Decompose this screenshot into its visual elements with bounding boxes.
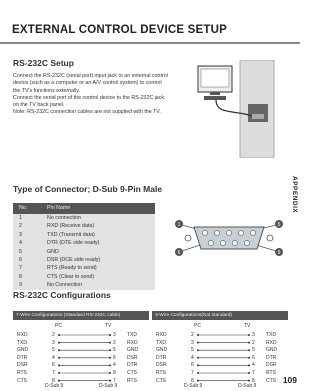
tv-pin: 5 [113, 347, 116, 354]
pc-pin: 5 [52, 347, 55, 354]
tv-pin: 3 [252, 332, 255, 338]
wire-end [248, 334, 250, 336]
connection-diagram [196, 60, 282, 158]
tv-port [252, 114, 264, 119]
pin-col-no: No. [19, 205, 28, 211]
pc-pin: 7 [191, 370, 194, 376]
pin-name: RXD (Receive data) [47, 223, 95, 230]
pin-number: 3 [19, 231, 22, 238]
wire-end [248, 364, 250, 366]
config-heading: RS-232C Configurations [13, 290, 111, 300]
left-signal: CTS [156, 377, 166, 384]
setup-paragraph-3: Note: RS-232C connection cables are not supplied with the TV. [13, 109, 161, 116]
wire-end [197, 342, 199, 344]
wire-end [197, 334, 199, 336]
pin-table-row [13, 231, 155, 239]
pin-name: No connection [47, 215, 81, 221]
pc-pin: 3 [191, 339, 194, 346]
connector-pin [232, 240, 237, 245]
tv-pin: 6 [252, 354, 255, 361]
right-signal: CTS [127, 370, 137, 376]
pin5-callout-label: 5 [277, 221, 281, 228]
pc-pin: 7 [52, 370, 55, 376]
pc-pin: 8 [52, 377, 55, 384]
tv-pin: 7 [252, 370, 255, 376]
left-signal: GND [17, 347, 29, 354]
wire-end [248, 342, 250, 344]
three-wire-title: 3-Wire Configurations(Not standard) [152, 311, 288, 320]
pin-name: No Connection [47, 282, 83, 289]
pin-col-name: Pin Name [47, 205, 71, 211]
left-signal: RXD [156, 332, 167, 338]
right-signal: RTS [266, 370, 276, 376]
right-signal: RTS [127, 377, 137, 384]
connector-pin [214, 230, 219, 235]
tv-pin: 3 [113, 332, 116, 338]
wire-end [197, 380, 199, 382]
wire-end [109, 372, 111, 374]
tv-pin: 8 [252, 377, 255, 384]
right-signal: DSR [266, 362, 277, 369]
pc-pin: 8 [191, 377, 194, 384]
right-signal: TXD [127, 332, 137, 338]
pin-table-row [13, 264, 155, 272]
right-signal: DSR [127, 354, 138, 361]
pin-table-header [13, 203, 155, 214]
wire-end [109, 334, 111, 336]
right-dsub-label: D-Sub 9 [238, 383, 257, 389]
pin-number: 9 [19, 282, 22, 289]
tv-pin: 7 [113, 377, 116, 384]
left-signal: DTR [156, 354, 167, 361]
wire-end [109, 357, 111, 359]
tv-pin: 4 [252, 362, 255, 369]
pin-name: CTS (Clear to send) [47, 273, 95, 280]
wire-end [58, 349, 60, 351]
connector-pin [208, 240, 213, 245]
pc-pin: 2 [191, 332, 194, 338]
tv-label: TV [244, 323, 251, 329]
right-signal: DTR [266, 354, 277, 361]
left-signal: RTS [156, 370, 166, 376]
pin-number: 8 [19, 273, 22, 280]
left-dsub-label: D-Sub 9 [184, 383, 203, 389]
title-divider [0, 42, 300, 44]
pin-number: 7 [19, 265, 22, 272]
pin-table [13, 203, 155, 290]
wire-end [58, 357, 60, 359]
pin-table-body [13, 214, 155, 290]
pc-pin: 3 [52, 339, 55, 346]
left-signal: DSR [17, 362, 28, 369]
tv-pin: 6 [113, 354, 116, 361]
pc-label: PC [194, 323, 201, 329]
right-signal: GND [266, 347, 278, 354]
dsub-connector [172, 213, 287, 263]
left-signal: DSR [156, 362, 167, 369]
pc-pin: 6 [191, 362, 194, 369]
seven-wire-title: 7-Wire Configurations (Standard RS-232C cable) [13, 311, 149, 320]
pin9-leader [256, 245, 276, 251]
wire-end [58, 342, 60, 344]
pin-name: DSR (DCE side ready) [47, 256, 101, 263]
pin-table-row [13, 214, 155, 222]
wire-end [58, 334, 60, 336]
left-signal: DTR [17, 354, 28, 361]
tv-pin: 5 [252, 347, 255, 354]
connector-pin [226, 230, 231, 235]
wire-end [197, 364, 199, 366]
pin-table-row [13, 248, 155, 256]
left-signal: GND [156, 347, 168, 354]
pin9-callout-label: 9 [277, 249, 281, 256]
pin-number: 5 [19, 248, 22, 255]
pin6-leader [182, 245, 200, 251]
left-signal: CTS [17, 377, 27, 384]
pin-table-row [13, 273, 155, 281]
tv-pin: 2 [252, 339, 255, 346]
pc-pin: 6 [52, 362, 55, 369]
tv-pin: 8 [113, 370, 116, 376]
left-screw [185, 235, 191, 241]
pin-number: 6 [19, 256, 22, 263]
wire-end [58, 372, 60, 374]
appendix-side-tab [287, 45, 300, 391]
appendix-label: APPENDIX [291, 176, 298, 214]
wire-end [248, 349, 250, 351]
pin-number: 1 [19, 215, 22, 221]
setup-paragraph-1: Connect the RS-232C (serial port) input jack to an external control device (such as a computer or an A/V control system) to control the TV's functions externally. [13, 73, 168, 94]
right-signal: GND [127, 347, 139, 354]
left-signal: RTS [17, 370, 27, 376]
connector-pin [220, 240, 225, 245]
left-signal: RXD [17, 332, 28, 338]
pc-pin: 4 [191, 354, 194, 361]
setup-body [13, 73, 168, 117]
connector-pin [250, 230, 255, 235]
wire-end [109, 342, 111, 344]
wire-end [197, 372, 199, 374]
right-signal: RXD [127, 339, 138, 346]
connector-pin [244, 240, 249, 245]
pin-name: TXD (Transmit data) [47, 231, 95, 238]
page-title: EXTERNAL CONTROL DEVICE SETUP [12, 24, 227, 36]
wire-end [248, 357, 250, 359]
pc-pin: 2 [52, 332, 55, 338]
setup-paragraph-2: Connect the serial port of the control device to the RS-232C jack on the TV back panel. [13, 94, 165, 109]
wire-end [58, 380, 60, 382]
tv-label: TV [105, 323, 112, 329]
wire-end [109, 364, 111, 366]
left-dsub-label: D-Sub 9 [45, 383, 64, 389]
wire-end [197, 357, 199, 359]
right-signal: RXD [266, 339, 277, 346]
connector-pin [238, 230, 243, 235]
pin-table-row [13, 222, 155, 230]
pin-number: 2 [19, 223, 22, 230]
tv-pin: 2 [113, 339, 116, 346]
pc-label: PC [55, 323, 62, 329]
page-number: 109 [282, 375, 297, 385]
connector-pin [202, 230, 207, 235]
pc-pin: 5 [191, 347, 194, 354]
right-signal: CTS [266, 377, 276, 384]
setup-heading: RS-232C Setup [13, 58, 74, 68]
pc-pin: 4 [52, 354, 55, 361]
right-signal: TXD [266, 332, 276, 338]
pin-name: RTS (Ready to send) [47, 265, 97, 272]
connector-heading: Type of Connector; D-Sub 9-Pin Male [13, 184, 163, 194]
left-signal: TXD [17, 339, 27, 346]
right-screw [267, 235, 273, 241]
wire-end [109, 349, 111, 351]
pc-screen [201, 69, 229, 87]
pin-table-row [13, 281, 155, 289]
pin-table-row [13, 256, 155, 264]
pin-name: GND [47, 248, 59, 255]
pin6-callout-label: 6 [177, 249, 181, 256]
pin-table-row [13, 239, 155, 247]
pin-number: 4 [19, 240, 22, 247]
wire-end [248, 380, 250, 382]
pc-stand [210, 92, 220, 95]
wire-end [109, 380, 111, 382]
left-signal: TXD [156, 339, 166, 346]
right-dsub-label: D-Sub 9 [99, 383, 118, 389]
pin-name: DTR (DTE side ready) [47, 240, 100, 247]
wire-end [248, 372, 250, 374]
tv-pin: 4 [113, 362, 116, 369]
pc-keyboard [204, 96, 226, 100]
wire-end [58, 364, 60, 366]
right-signal: DTR [127, 362, 138, 369]
wire-end [197, 349, 199, 351]
tv-port-block [248, 104, 268, 122]
pin1-callout-label: 1 [177, 221, 181, 228]
